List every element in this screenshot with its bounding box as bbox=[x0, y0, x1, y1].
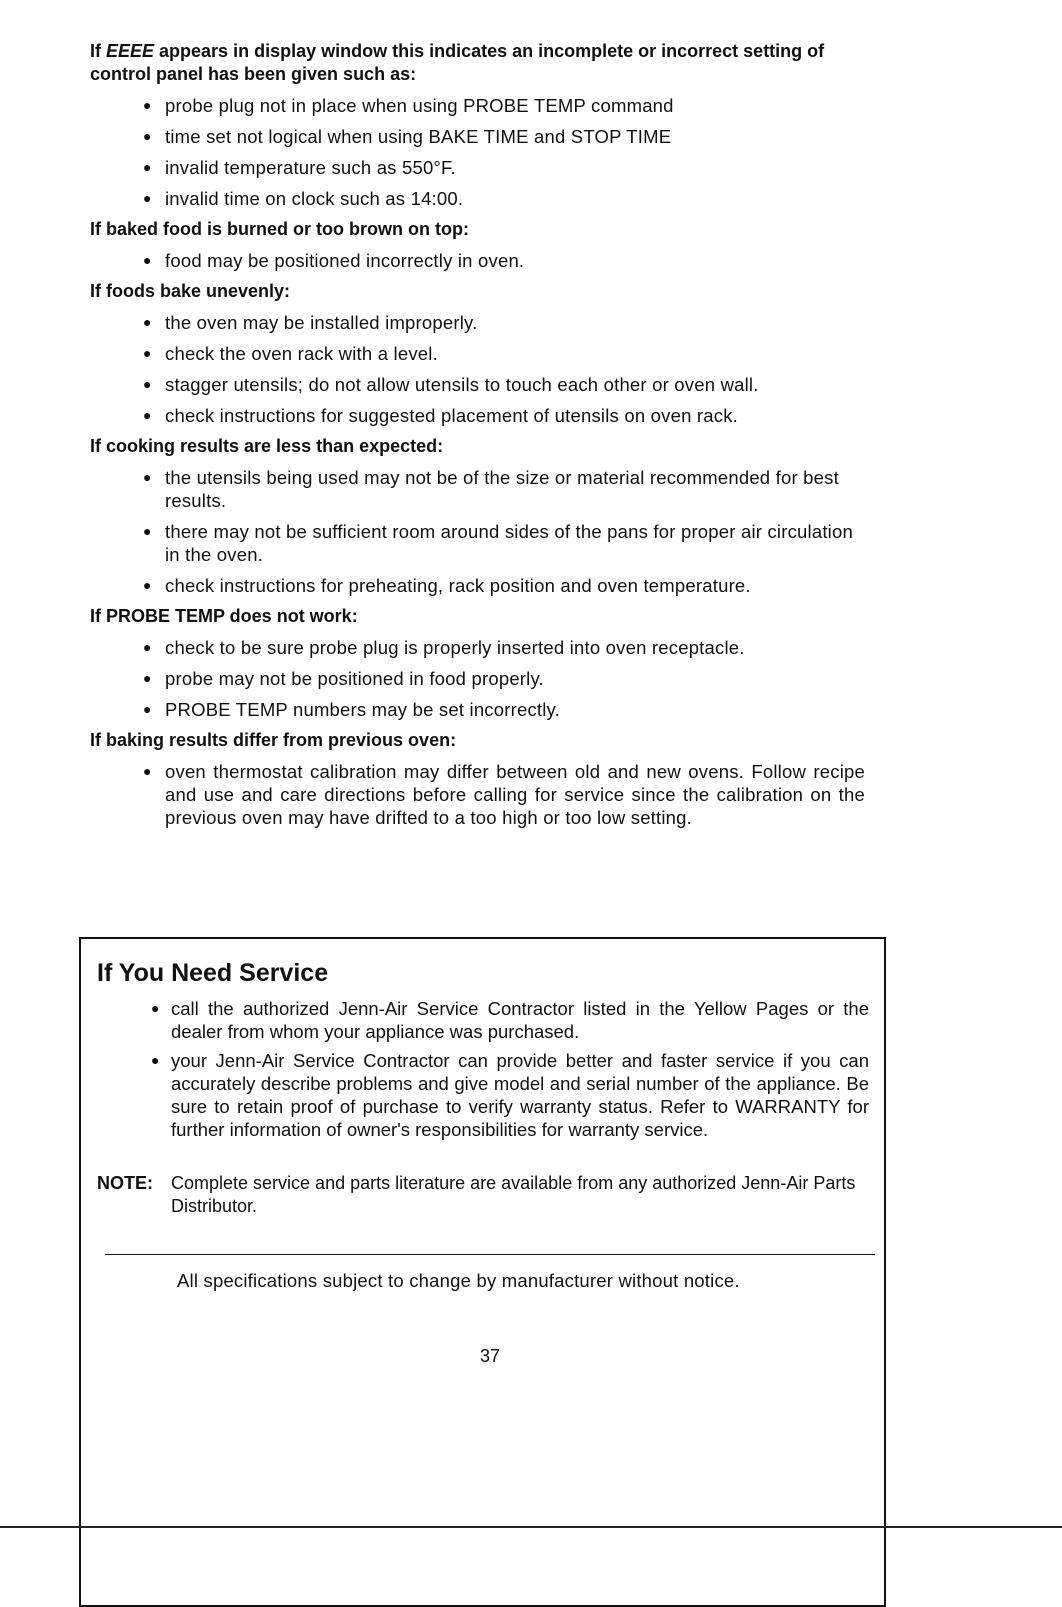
bullet-icon: ● bbox=[143, 314, 152, 330]
bullet-icon: ● bbox=[151, 1052, 160, 1068]
list-item-text: food may be positioned incorrectly in oven. bbox=[165, 250, 525, 271]
list-item bbox=[90, 342, 865, 365]
list-item bbox=[90, 311, 865, 334]
list-item bbox=[90, 373, 865, 396]
list-item bbox=[97, 997, 869, 1043]
list-item bbox=[90, 520, 865, 566]
list-item bbox=[90, 760, 865, 829]
bullet-icon: ● bbox=[143, 252, 152, 268]
list-item-text: the oven may be installed improperly. bbox=[165, 312, 478, 333]
previous-oven-heading: If baking results differ from previous oven: bbox=[90, 730, 457, 750]
burned-food-list bbox=[90, 249, 865, 272]
probe-temp-list bbox=[90, 636, 865, 721]
service-note bbox=[97, 1172, 869, 1218]
bullet-icon: ● bbox=[143, 345, 152, 361]
bullet-icon: ● bbox=[151, 1000, 160, 1016]
list-item-text: check instructions for suggested placement of utensils on oven rack. bbox=[165, 405, 739, 426]
eeee-heading bbox=[90, 40, 865, 86]
page-number: 37 bbox=[479, 1346, 501, 1366]
uneven-baking-heading: If foods bake unevenly: bbox=[90, 281, 291, 301]
list-item-text: check instructions for preheating, rack position and oven temperature. bbox=[165, 575, 751, 596]
bullet-icon: ● bbox=[143, 407, 152, 423]
list-item-text: probe plug not in place when using PROBE TEMP command bbox=[165, 95, 674, 116]
bullet-icon: ● bbox=[143, 577, 152, 593]
list-item-text: the utensils being used may not be of the size or material recommended for best results. bbox=[165, 467, 839, 511]
heading-rest: appears in display window this indicates an incomplete or incorrect setting of control panel has been given such as: bbox=[90, 41, 825, 84]
list-item bbox=[90, 466, 865, 512]
service-box bbox=[79, 937, 886, 1607]
bullet-icon: ● bbox=[143, 97, 152, 113]
list-item bbox=[90, 156, 865, 179]
list-item-text: probe may not be positioned in food properly. bbox=[165, 668, 544, 689]
list-item bbox=[90, 636, 865, 659]
bullet-icon: ● bbox=[143, 469, 152, 485]
cooking-results-heading: If cooking results are less than expected: bbox=[90, 436, 444, 456]
list-item-text: there may not be sufficient room around sides of the pans for proper air circulation in the oven. bbox=[165, 521, 853, 565]
uneven-baking-list bbox=[90, 311, 865, 427]
heading-prefix: If bbox=[90, 41, 106, 61]
list-item-text: oven thermostat calibration may differ between old and new ovens. Follow recipe and use and care directions before calling for service since the calibration on the previous oven may have drifted to a too high or too low setting. bbox=[165, 761, 865, 828]
list-item-text: PROBE TEMP numbers may be set incorrectly. bbox=[165, 699, 560, 720]
list-item bbox=[90, 125, 865, 148]
note-text: Complete service and parts literature are available from any authorized Jenn-Air Parts Distributor. bbox=[171, 1173, 856, 1216]
list-item bbox=[90, 698, 865, 721]
previous-oven-list bbox=[90, 760, 865, 829]
list-item-text: your Jenn-Air Service Contractor can provide better and faster service if you can accurately describe problems and give model and serial number of the appliance. Be sure to retain proof of purchase to verify warranty status. Refer to WARRANTY for further information of owner's responsibilities for warranty service. bbox=[171, 1050, 869, 1140]
list-item bbox=[90, 187, 865, 210]
bullet-icon: ● bbox=[143, 190, 152, 206]
probe-temp-heading: If PROBE TEMP does not work: bbox=[90, 606, 358, 626]
cooking-results-list bbox=[90, 466, 865, 597]
list-item-text: call the authorized Jenn-Air Service Contractor listed in the Yellow Pages or the dealer from whom your appliance was purchased. bbox=[171, 998, 869, 1042]
bullet-icon: ● bbox=[143, 159, 152, 175]
box-divider bbox=[105, 1254, 875, 1255]
list-item-text: stagger utensils; do not allow utensils to touch each other or oven wall. bbox=[165, 374, 759, 395]
bullet-icon: ● bbox=[143, 670, 152, 686]
bullet-icon: ● bbox=[143, 701, 152, 717]
bullet-icon: ● bbox=[143, 639, 152, 655]
list-item bbox=[97, 1049, 869, 1141]
eeee-code: EEEE bbox=[106, 41, 155, 61]
note-label: NOTE: bbox=[97, 1173, 153, 1193]
list-item bbox=[90, 404, 865, 427]
list-item-text: invalid time on clock such as 14:00. bbox=[165, 188, 464, 209]
list-item-text: check the oven rack with a level. bbox=[165, 343, 438, 364]
bullet-icon: ● bbox=[143, 763, 152, 779]
list-item bbox=[90, 94, 865, 117]
list-item-text: invalid temperature such as 550°F. bbox=[165, 157, 456, 178]
troubleshooting-section bbox=[90, 40, 865, 837]
list-item bbox=[90, 667, 865, 690]
bullet-icon: ● bbox=[143, 376, 152, 392]
service-title: If You Need Service bbox=[97, 959, 329, 987]
list-item-text: time set not logical when using BAKE TIME and STOP TIME bbox=[165, 126, 672, 147]
burned-food-heading: If baked food is burned or too brown on top: bbox=[90, 219, 469, 239]
bullet-icon: ● bbox=[143, 128, 152, 144]
eeee-causes-list bbox=[90, 94, 865, 210]
list-item bbox=[90, 249, 865, 272]
list-item bbox=[90, 574, 865, 597]
bullet-icon: ● bbox=[143, 523, 152, 539]
specifications-notice: All specifications subject to change by manufacturer without notice. bbox=[177, 1270, 740, 1291]
service-list bbox=[97, 997, 869, 1147]
list-item-text: check to be sure probe plug is properly inserted into oven receptacle. bbox=[165, 637, 745, 658]
